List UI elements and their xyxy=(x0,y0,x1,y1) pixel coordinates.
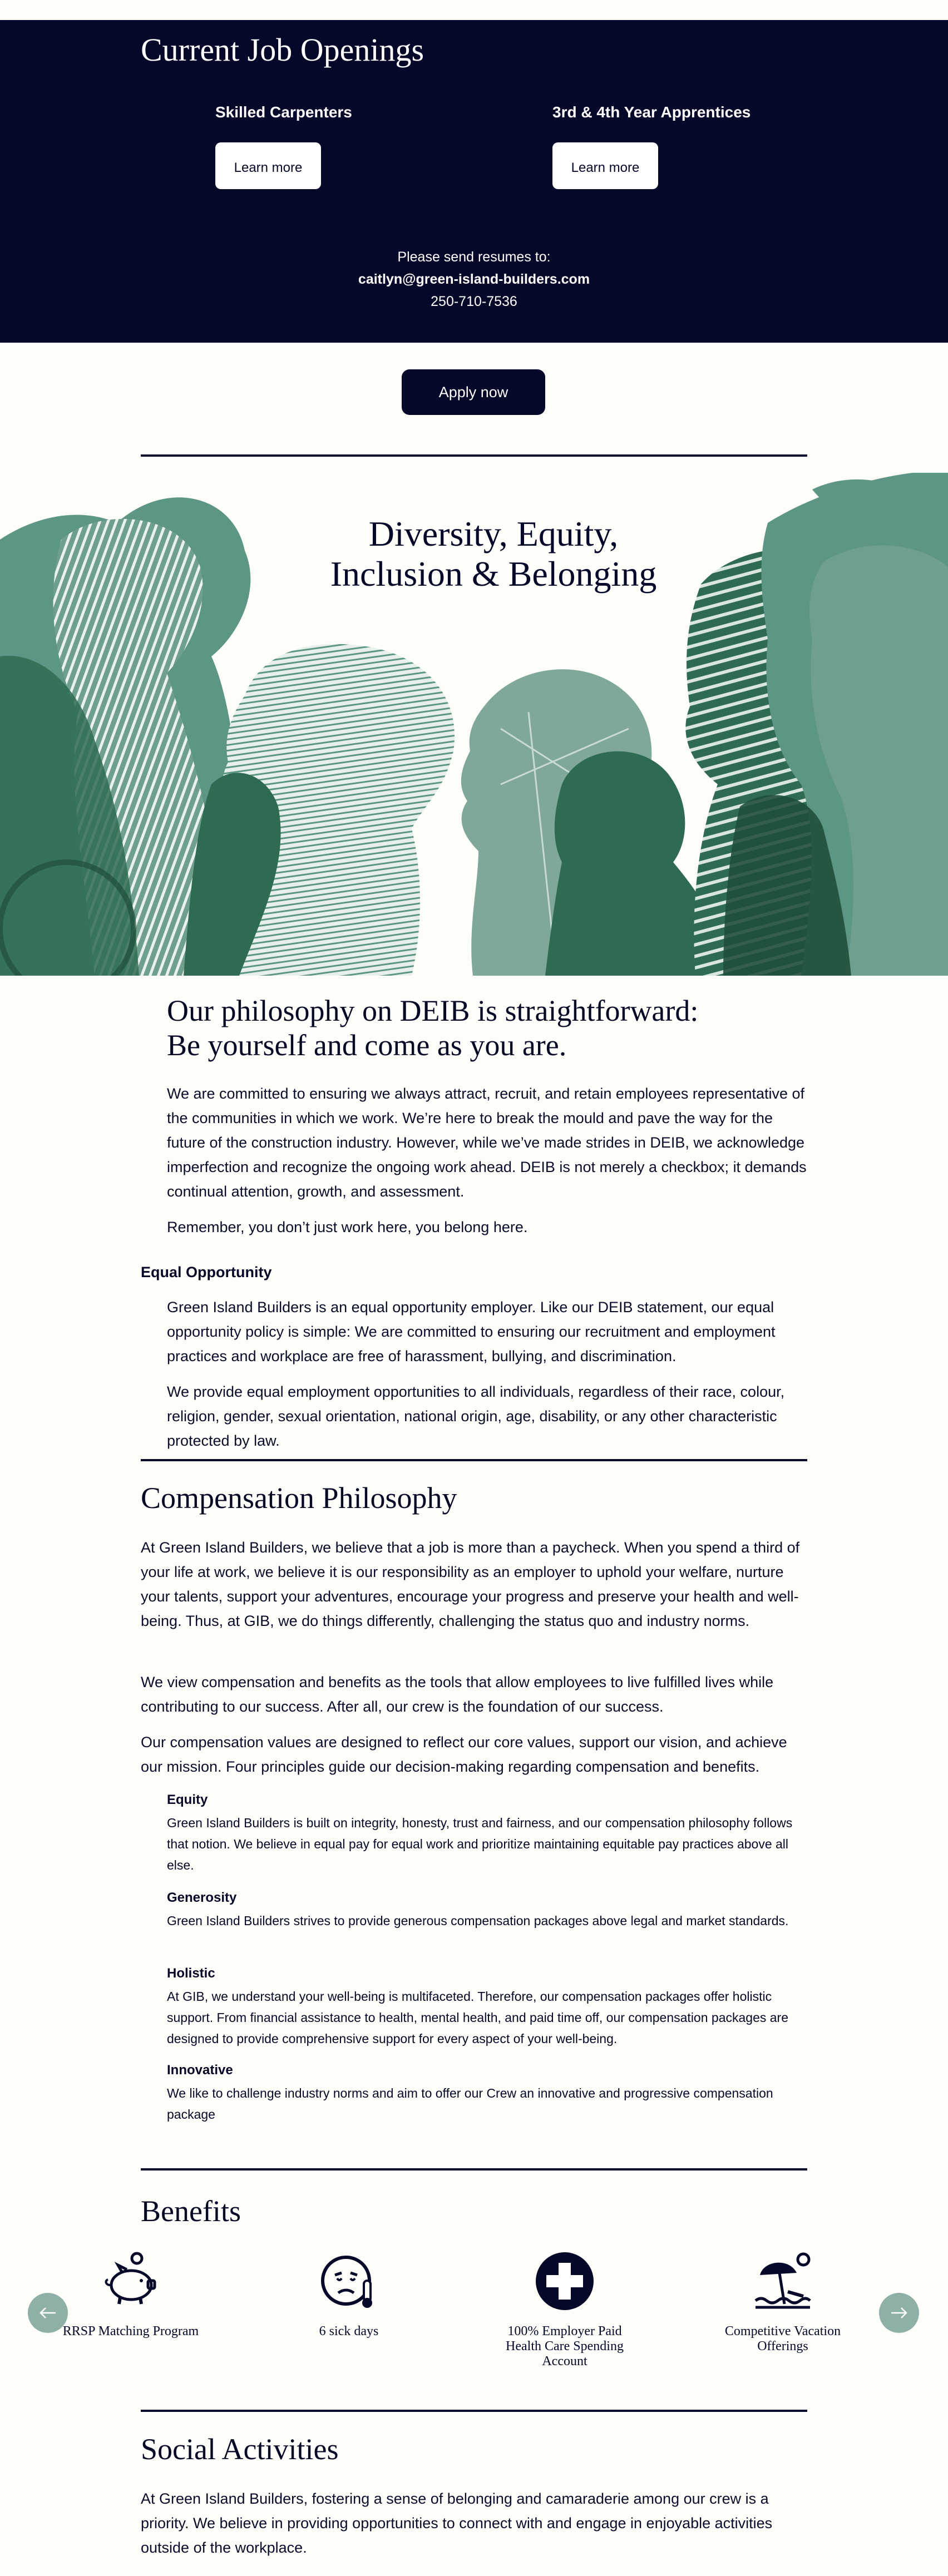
equal-opportunity-paragraph: We provide equal employment opportunities to all individuals, regardless of their race, colour, religion, gender, sexual orientation, national origin, age, disability, or any other characteristic protected by law. xyxy=(167,1383,785,1449)
job-openings-title: Current Job Openings xyxy=(141,32,424,68)
principle-innovative-heading: Innovative xyxy=(167,2063,233,2078)
arrow-right-icon xyxy=(888,2302,910,2324)
resume-email-link[interactable]: caitlyn@green-island-builders.com xyxy=(358,271,590,287)
job-opening-carpenters xyxy=(215,103,352,189)
resume-contact xyxy=(0,246,948,313)
benefit-sick-days xyxy=(276,2251,421,2339)
philosophy-title-line: Our philosophy on DEIB is straightforward: xyxy=(167,994,699,1027)
carousel-next-button[interactable] xyxy=(879,2293,919,2333)
deib-belong-paragraph: Remember, you don’t just work here, you belong here. xyxy=(167,1219,528,1235)
learn-more-button[interactable]: Learn more xyxy=(552,142,658,189)
compensation-paragraph: Our compensation values are designed to reflect our core values, support our vision, and achieve our mission. Four principles guide our decision-making regarding compensation and benefits. xyxy=(141,1734,787,1775)
deib-hero-banner xyxy=(0,473,948,976)
section-divider xyxy=(141,2410,807,2412)
principle-generosity-heading: Generosity xyxy=(167,1890,237,1905)
equal-opportunity-heading: Equal Opportunity xyxy=(141,1264,272,1280)
compensation-philosophy-title: Compensation Philosophy xyxy=(141,1481,457,1515)
benefit-health-spending xyxy=(492,2251,637,2369)
learn-more-button[interactable]: Learn more xyxy=(215,142,321,189)
social-activities-paragraph: At Green Island Builders, fostering a sense of belonging and camaraderie among our crew is a priority. We believe in providing opportunities to connect with and engage in enjoyable activities outside of the workplace. xyxy=(141,2490,773,2556)
hero-title-line: Diversity, Equity, xyxy=(368,514,619,553)
principle-generosity-text: Green Island Builders strives to provide generous compensation packages above legal and market standards. xyxy=(167,1914,789,1928)
section-divider xyxy=(141,454,807,457)
arrow-left-icon xyxy=(37,2302,59,2324)
piggy-bank-icon xyxy=(100,2251,161,2312)
principle-equity-text: Green Island Builders is built on integrity, honesty, trust and fairness, and our compensation philosophy follows that notion. We believe in equal pay for equal work and prioritize maintaining equitable pay practices above all else. xyxy=(167,1816,793,1872)
sick-face-icon xyxy=(318,2251,379,2312)
compensation-paragraph: We view compensation and benefits as the tools that allow employees to live fulfilled lives while contributing to our success. After all, our crew is the foundation of our success. xyxy=(141,1674,774,1715)
benefits-title: Benefits xyxy=(141,2194,241,2228)
social-activities-title: Social Activities xyxy=(141,2432,339,2466)
principle-holistic-heading: Holistic xyxy=(167,1966,215,1981)
benefit-rrsp xyxy=(58,2251,203,2339)
principle-equity-heading: Equity xyxy=(167,1792,208,1807)
principle-holistic-text: At GIB, we understand your well-being is multifaceted. Therefore, our compensation packages offer holistic support. From financial assistance to health, mental health, and paid time off, our compensation packages are designed to provide comprehensive support for every aspect of your well-being. xyxy=(167,1989,788,2046)
resume-prompt: Please send resumes to: xyxy=(397,249,551,265)
principle-innovative-text: We like to challenge industry norms and aim to offer our Crew an innovative and progressive compensation package xyxy=(167,2086,773,2122)
benefit-label: 6 sick days xyxy=(319,2324,379,2338)
job-openings-section xyxy=(0,20,948,343)
apply-now-button[interactable]: Apply now xyxy=(402,369,545,415)
job-opening-name: 3rd & 4th Year Apprentices xyxy=(552,103,751,121)
philosophy-title-line: Be yourself and come as you are. xyxy=(167,1029,567,1062)
compensation-paragraph: At Green Island Builders, we believe that a job is more than a paycheck. When you spend a third of your life at work, we believe it is our responsibility as an employer to uphold your welfare, nurture your talents, support your adventures, encourage your progress and preserve your health and well-being. Thus, at GIB, we do things differently, challenging the status quo and industry norms. xyxy=(141,1539,800,1629)
beach-umbrella-icon xyxy=(752,2251,813,2312)
benefit-label: RRSP Matching Program xyxy=(62,2324,199,2338)
section-divider xyxy=(141,2168,807,2170)
section-divider xyxy=(141,1459,807,1461)
equal-opportunity-paragraph: Green Island Builders is an equal opportunity employer. Like our DEIB statement, our equal opportunity policy is simple: We are committed to ensuring our recruitment and employment practices and workplace are free of harassment, bullying, and discrimination. xyxy=(167,1299,776,1364)
job-opening-name: Skilled Carpenters xyxy=(215,103,352,121)
deib-philosophy-title xyxy=(167,993,790,1062)
benefit-vacation xyxy=(710,2251,855,2354)
hero-title-line: Inclusion & Belonging xyxy=(330,554,657,594)
medical-cross-icon xyxy=(534,2251,595,2312)
resume-phone: 250-710-7536 xyxy=(431,294,517,309)
benefit-label: Competitive Vacation Offerings xyxy=(724,2324,841,2353)
job-opening-apprentices xyxy=(552,103,750,189)
benefit-label: 100% Employer Paid Health Care Spending Account xyxy=(506,2324,624,2369)
deib-hero-title xyxy=(0,514,948,594)
deib-paragraph: We are committed to ensuring we always attract, recruit, and retain employees representative of the communities in which we work. We’re here to break the mould and pave the way for the future of the construction industry. However, while we’ve made strides in DEIB, we acknowledge imperfection and recognize the ongoing work ahead. DEIB is not merely a checkbox; it demands continual attention, growth, and assessment. xyxy=(167,1085,807,1200)
